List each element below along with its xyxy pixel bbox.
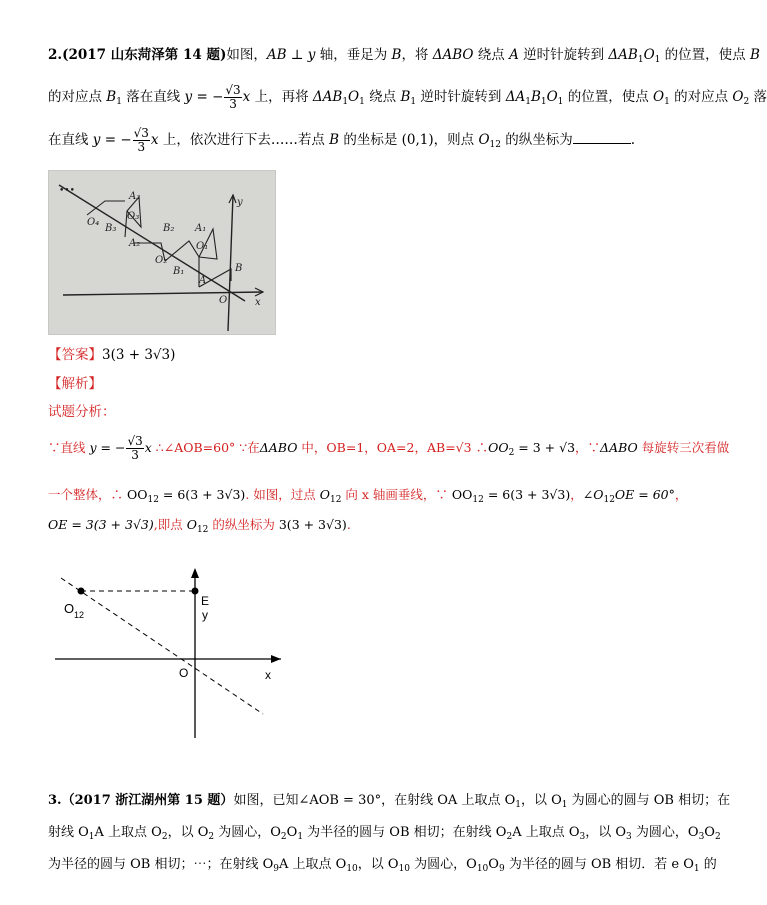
analysis-text: ,即点 bbox=[153, 517, 187, 532]
analysis-text: ，∵ bbox=[575, 440, 601, 455]
answer-value: (3 + 3√3) bbox=[110, 347, 176, 363]
q3-text: ，以 O bbox=[357, 857, 399, 872]
analysis-math: x bbox=[144, 440, 152, 455]
q2-line-1 bbox=[48, 46, 760, 69]
q2-text: 轴，垂足为 bbox=[315, 47, 392, 63]
photo-label-o1: O₁ bbox=[196, 241, 209, 252]
photo-label-y: y bbox=[237, 197, 243, 208]
q2-text: 如图， bbox=[226, 47, 267, 63]
answer-value-coef: 3 bbox=[102, 347, 111, 363]
subscript: 1 bbox=[297, 832, 304, 842]
q2-text: 的对应点 bbox=[48, 89, 107, 105]
fraction-den: 3 bbox=[137, 140, 146, 154]
subscript: 2 bbox=[161, 832, 168, 842]
diag2-label-o12: O bbox=[64, 601, 75, 616]
fraction-den: 3 bbox=[131, 448, 139, 462]
q2-math: O bbox=[653, 89, 665, 105]
fraction-num: √3 bbox=[127, 434, 143, 448]
q2-text: 上，再将 bbox=[250, 89, 313, 105]
q2-number: 2. bbox=[48, 47, 63, 63]
q2-math: ΔABO bbox=[432, 47, 474, 63]
q2-text: 上，依次进行下去……若点 bbox=[158, 132, 330, 148]
q3-text: O bbox=[286, 825, 298, 840]
q3-text: 的 bbox=[699, 857, 717, 872]
photo-label-b2: B₂ bbox=[163, 223, 175, 234]
analysis-math: ΔABO bbox=[600, 440, 638, 455]
answer-blank bbox=[573, 131, 631, 144]
subscript: 1 bbox=[515, 800, 521, 810]
q2-text: 逆时针旋转到 bbox=[518, 47, 609, 63]
photo-label-a2: A₂ bbox=[129, 238, 141, 249]
q2-text: 的位置，使点 bbox=[660, 47, 750, 63]
photo-label-a3: A₃ bbox=[129, 191, 141, 202]
q2-math: O bbox=[348, 89, 360, 105]
q3-text: 为半径的圆与 OB 相切；在射线 O bbox=[303, 825, 507, 840]
q2-text: 的对应点 bbox=[669, 89, 733, 105]
answer-tag: 【答案】 bbox=[48, 347, 102, 363]
analysis-text: 向 x 轴画垂线，∵ bbox=[341, 487, 452, 502]
q2-text: . bbox=[630, 132, 636, 148]
analysis-text: ∵直线 bbox=[48, 440, 90, 455]
q2-text: 绕点 bbox=[364, 89, 401, 105]
subscript: 1 bbox=[88, 832, 95, 842]
subscript: 1 bbox=[410, 97, 417, 107]
q2-math: B bbox=[530, 89, 541, 105]
photo-label-b3: B₃ bbox=[105, 223, 117, 234]
subscript: 12 bbox=[196, 525, 209, 535]
diag2-label-e: E bbox=[201, 594, 210, 608]
fraction bbox=[224, 84, 241, 111]
analysis-math: = 6(3 + 3√3) bbox=[483, 487, 571, 502]
analysis-math: OE = 3(3 + 3√3) bbox=[48, 517, 154, 532]
q2-solution-diagram bbox=[55, 566, 285, 741]
q2-math: ΔAB bbox=[608, 47, 638, 63]
subscript: 12 bbox=[489, 140, 501, 150]
analysis-text: 的纵坐标为 bbox=[208, 517, 279, 532]
analysis-text: 一个整体，∴ bbox=[48, 487, 127, 502]
q3-text: 如图，已知∠AOB = 30°，在射线 OA 上取点 O bbox=[233, 793, 516, 808]
q2-math: O bbox=[478, 132, 490, 148]
q3-text: 为圆心，O bbox=[410, 857, 477, 872]
analysis-math: = 6(3 + 3√3) bbox=[158, 487, 246, 502]
q2-math: B bbox=[391, 47, 402, 63]
subscript: 12 bbox=[147, 495, 159, 505]
subscript: 1 bbox=[116, 97, 122, 107]
subscript: 9 bbox=[273, 864, 280, 874]
analysis-math: y = − bbox=[89, 440, 126, 455]
subscript: 10 bbox=[398, 864, 411, 874]
q3-text: O bbox=[704, 825, 715, 840]
analysis-math: ΔABO bbox=[259, 440, 298, 455]
analysis-math: O bbox=[319, 487, 330, 502]
q3-text: O bbox=[488, 857, 499, 872]
q3-number: 3. bbox=[48, 793, 62, 808]
q3-line-1 bbox=[48, 792, 730, 814]
q3-text: ，以 O bbox=[520, 793, 562, 808]
q2-math: B bbox=[749, 47, 760, 63]
subscript: 1 bbox=[525, 97, 531, 107]
photo-label-b: B bbox=[235, 263, 243, 274]
q3-text: A 上取点 O bbox=[94, 825, 162, 840]
analysis-math: = 3 + √3 bbox=[514, 440, 576, 455]
subscript: 1 bbox=[557, 97, 564, 107]
photo-label-o: O bbox=[219, 295, 228, 306]
q2-math: AB ⊥ y bbox=[266, 47, 316, 63]
q2-text: 的纵坐标为 bbox=[500, 132, 573, 148]
fraction-den: 3 bbox=[229, 97, 237, 111]
analysis-intro: 试题分析： bbox=[48, 404, 116, 420]
q2-text: 的坐标是 (0,1)，则点 bbox=[339, 132, 479, 148]
analysis-math: OO bbox=[126, 487, 148, 502]
q2-text: 落 bbox=[749, 89, 767, 105]
photo-label-x: x bbox=[255, 297, 261, 308]
subscript: 1 bbox=[637, 55, 644, 65]
q2-line-3 bbox=[48, 127, 635, 154]
q2-math: x bbox=[150, 132, 159, 148]
photo-label-a: A bbox=[199, 275, 207, 286]
subscript: 2 bbox=[208, 832, 215, 842]
q2-math: B bbox=[400, 89, 411, 105]
analysis-text: . bbox=[346, 517, 351, 532]
analysis-math: O bbox=[186, 517, 197, 532]
analysis-line-2 bbox=[48, 486, 687, 509]
q3-text: 为圆心，O bbox=[214, 825, 281, 840]
diag2-label-o12-sub: 12 bbox=[74, 610, 85, 620]
q2-math: O bbox=[643, 47, 655, 63]
diag2-label-y: y bbox=[202, 608, 208, 622]
q3-text: 为半径的圆与 OB 相切．若 e O bbox=[504, 857, 694, 872]
q3-text: ，以 O bbox=[585, 825, 627, 840]
q3-text: 为圆心，O bbox=[631, 825, 699, 840]
fraction bbox=[126, 435, 143, 462]
analysis-math: 3(3 + 3√3) bbox=[278, 517, 347, 532]
fraction-num: √3 bbox=[133, 126, 149, 140]
q2-text: 绕点 bbox=[473, 47, 510, 63]
subscript: 1 bbox=[540, 97, 547, 107]
subscript: 3 bbox=[579, 832, 586, 842]
analysis-tag: 【解析】 bbox=[48, 376, 102, 392]
q3-text: 为圆心的圆与 OB 相切；在 bbox=[567, 793, 731, 808]
subscript: 12 bbox=[472, 495, 484, 505]
fraction bbox=[133, 127, 150, 154]
photo-label-o3: O₃ bbox=[127, 211, 140, 222]
subscript: 1 bbox=[654, 55, 661, 65]
q3-text: ，以 O bbox=[167, 825, 209, 840]
subscript: 2 bbox=[506, 832, 513, 842]
q2-solution-svg bbox=[55, 566, 285, 741]
analysis-line-1 bbox=[48, 435, 729, 462]
photo-label-dots: ••• bbox=[59, 186, 75, 196]
q3-text: 为半径的圆与 OB 相切；⋯；在射线 O bbox=[48, 857, 274, 872]
subscript: 10 bbox=[476, 864, 489, 874]
fraction-num: √3 bbox=[225, 83, 241, 97]
diag2-label-o: O bbox=[179, 666, 189, 680]
q3-text: A 上取点 O bbox=[279, 857, 347, 872]
photo-label-o2: O₂ bbox=[155, 255, 168, 266]
q2-math: A bbox=[509, 47, 519, 63]
q3-line-2 bbox=[48, 824, 721, 846]
q3-text: A 上取点 O bbox=[512, 825, 580, 840]
q2-math: O bbox=[732, 89, 744, 105]
subscript: 2 bbox=[714, 832, 721, 842]
subscript: 12 bbox=[329, 495, 342, 505]
q2-math: y = − bbox=[92, 132, 132, 148]
subscript: 1 bbox=[693, 864, 700, 874]
q2-figure-photo bbox=[48, 170, 276, 335]
subscript: 10 bbox=[346, 864, 358, 874]
subscript: 12 bbox=[603, 495, 615, 505]
q3-line-3 bbox=[48, 856, 717, 878]
subscript: 2 bbox=[280, 832, 287, 842]
analysis-text: 每旋转三次看做 bbox=[637, 440, 730, 455]
q2-text: 落在直线 bbox=[121, 89, 185, 105]
subscript: 2 bbox=[508, 448, 515, 458]
photo-label-o4: O₄ bbox=[87, 217, 100, 228]
subscript: 1 bbox=[359, 97, 365, 107]
q2-math: x bbox=[242, 89, 251, 105]
q3-source: （2017 浙江湖州第 15 题） bbox=[61, 793, 234, 808]
analysis-math: ∠O bbox=[582, 487, 604, 502]
analysis-math: OE = 60° bbox=[614, 487, 675, 502]
subscript: 2 bbox=[743, 97, 750, 107]
q2-math: ΔA bbox=[505, 89, 526, 105]
analysis-text: ， bbox=[570, 487, 583, 502]
analysis-math: OO bbox=[451, 487, 473, 502]
q2-line-2 bbox=[48, 84, 767, 111]
analysis-text: ∴∠AOB=60° ∵在 bbox=[151, 440, 260, 455]
subscript: 1 bbox=[561, 800, 568, 810]
analysis-text: . 如图，过点 bbox=[245, 487, 320, 502]
analysis-text: 中，OB=1，OA=2，AB=√3 ∴ bbox=[297, 440, 489, 455]
q2-math: O bbox=[546, 89, 558, 105]
q2-text: ，将 bbox=[401, 47, 433, 63]
subscript: 3 bbox=[698, 832, 705, 842]
q2-text: 的位置，使点 bbox=[563, 89, 653, 105]
q2-math: ΔAB bbox=[312, 89, 343, 105]
subscript: 1 bbox=[342, 97, 349, 107]
q2-math: B bbox=[106, 89, 117, 105]
q2-text: 在直线 bbox=[48, 132, 93, 148]
subscript: 1 bbox=[664, 97, 670, 107]
q2-source: (2017 山东菏泽第 14 题) bbox=[62, 47, 227, 63]
answer-line bbox=[48, 346, 175, 364]
q2-math: y = − bbox=[184, 89, 224, 105]
q2-text: 逆时针旋转到 bbox=[416, 89, 506, 105]
diag2-label-x: x bbox=[265, 668, 271, 682]
analysis-text: ， bbox=[674, 487, 688, 502]
subscript: 3 bbox=[626, 832, 632, 842]
q2-figure-svg bbox=[49, 171, 275, 334]
photo-label-b1: B₁ bbox=[173, 266, 185, 277]
analysis-line-3 bbox=[48, 516, 351, 539]
analysis-math: OO bbox=[488, 440, 509, 455]
subscript: 9 bbox=[498, 864, 505, 874]
q2-math: B bbox=[329, 132, 340, 148]
photo-label-a1: A₁ bbox=[195, 223, 207, 234]
q3-text: 射线 O bbox=[48, 825, 89, 840]
